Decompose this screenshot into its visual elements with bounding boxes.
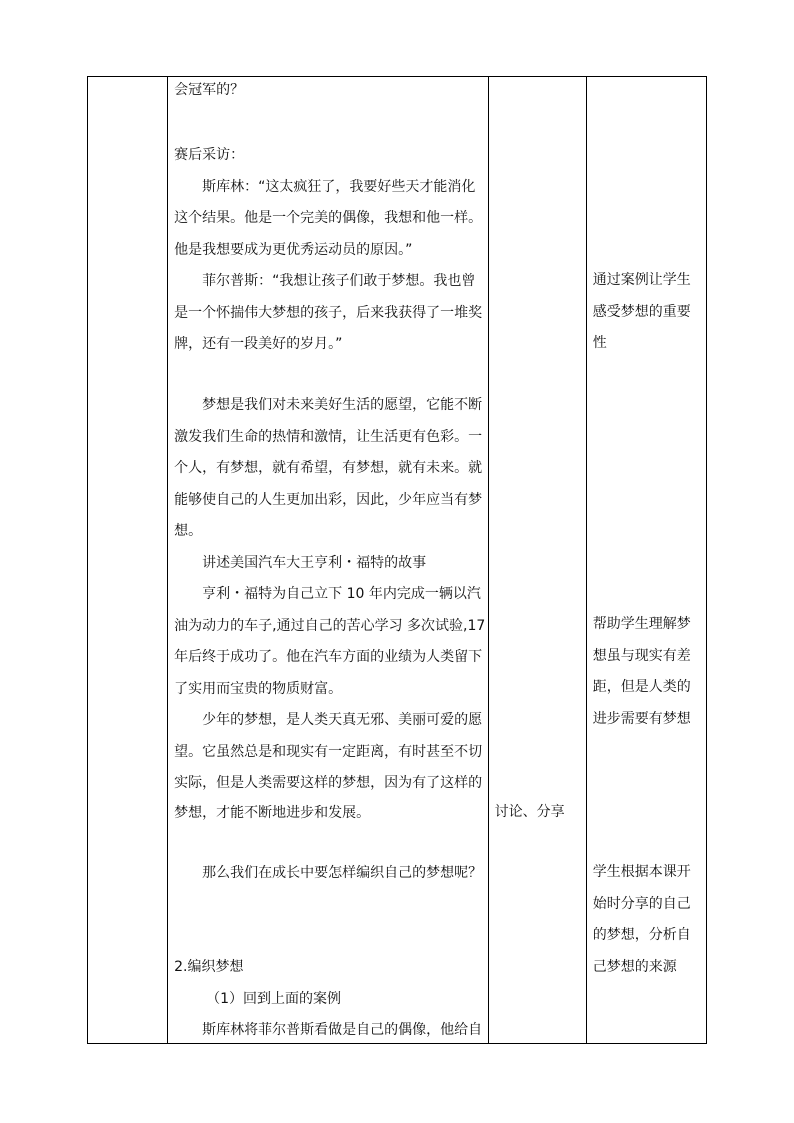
text-line: 的梦想，分析自 [592, 927, 691, 943]
text-line: 梦想是我们对未来美好生活的愿望，它能不断 [202, 397, 483, 413]
text-line: 距，但是人类的 [592, 679, 691, 695]
text-line: 这个结果。他是一个完美的偶像，我想和他一样。 [174, 210, 483, 226]
column-student-activity [488, 77, 586, 1044]
text-line: 想虽与现实有差 [592, 648, 691, 664]
text-line: 感受梦想的重要 [592, 304, 691, 320]
text-line: 那么我们在成长中要怎样编织自己的梦想呢？ [202, 865, 483, 881]
text-line: 斯库林：“这太疯狂了，我要好些天才能消化 [202, 179, 476, 195]
text-line: 菲尔普斯：“我想让孩子们敢于梦想。我也曾 [202, 273, 476, 289]
text-line: 想。 [174, 523, 203, 539]
text-line: 讲述美国汽车大王亨利・福特的故事 [202, 555, 427, 571]
text-line: 梦想，才能不断地进步和发展。 [174, 805, 371, 821]
column-design-intent [586, 77, 706, 1044]
text-line: 能够使自己的人生更加出彩，因此，少年应当有梦 [174, 492, 483, 508]
text-line: 油为动力的车子,通过自己的苦心学习 多次试验,17 [174, 618, 486, 634]
text-line: 性 [592, 335, 607, 351]
text-line: 年后终于成功了。他在汽车方面的业绩为人类留下 [174, 649, 483, 665]
text-line: 了实用而宝贵的物质财富。 [174, 681, 343, 697]
text-line: 己梦想的来源 [592, 959, 677, 975]
text-line: 亨利・福特为自己立下 10 年内完成一辆以汽 [202, 586, 481, 602]
text-line: 会冠军的？ [174, 82, 245, 98]
text-line: 少年的梦想，是人类天真无邪、美丽可爱的愿 [202, 712, 483, 728]
table-row [88, 77, 707, 1044]
lesson-plan-table [87, 76, 707, 1044]
text-line: 通过案例让学生 [592, 272, 691, 288]
text-line: 实际，但是人类需要这样的梦想，因为有了这样的 [174, 775, 483, 791]
text-line: 学生根据本课开 [592, 864, 691, 880]
text-line: 望。它虽然总是和现实有一定距离，有时甚至不切 [174, 744, 483, 760]
text-line: 进步需要有梦想 [592, 711, 691, 727]
text-line: （1）回到上面的案例 [206, 991, 342, 1007]
column-stage [88, 77, 168, 1044]
text-line: 赛后采访： [174, 147, 245, 163]
text-line: 激发我们生命的热情和激情，让生活更有色彩。一 [174, 429, 483, 445]
text-line: 帮助学生理解梦 [592, 616, 691, 632]
text-line: 讨论、分享 [494, 804, 565, 820]
column-teaching-content [168, 77, 489, 1044]
text-line: 是一个怀揣伟大梦想的孩子，后来我获得了一堆奖 [174, 305, 483, 321]
text-line: 个人，有梦想，就有希望，有梦想，就有未来。就 [174, 460, 483, 476]
text-line: 牌，还有一段美好的岁月。” [174, 336, 343, 352]
text-line: 斯库林将菲尔普斯看做是自己的偶像，他给自 [202, 1022, 483, 1038]
text-line: 他是我想要成为更优秀运动员的原因。” [174, 242, 413, 258]
text-line: 始时分享的自己 [592, 896, 691, 912]
section-heading: 2.编织梦想 [174, 959, 244, 975]
